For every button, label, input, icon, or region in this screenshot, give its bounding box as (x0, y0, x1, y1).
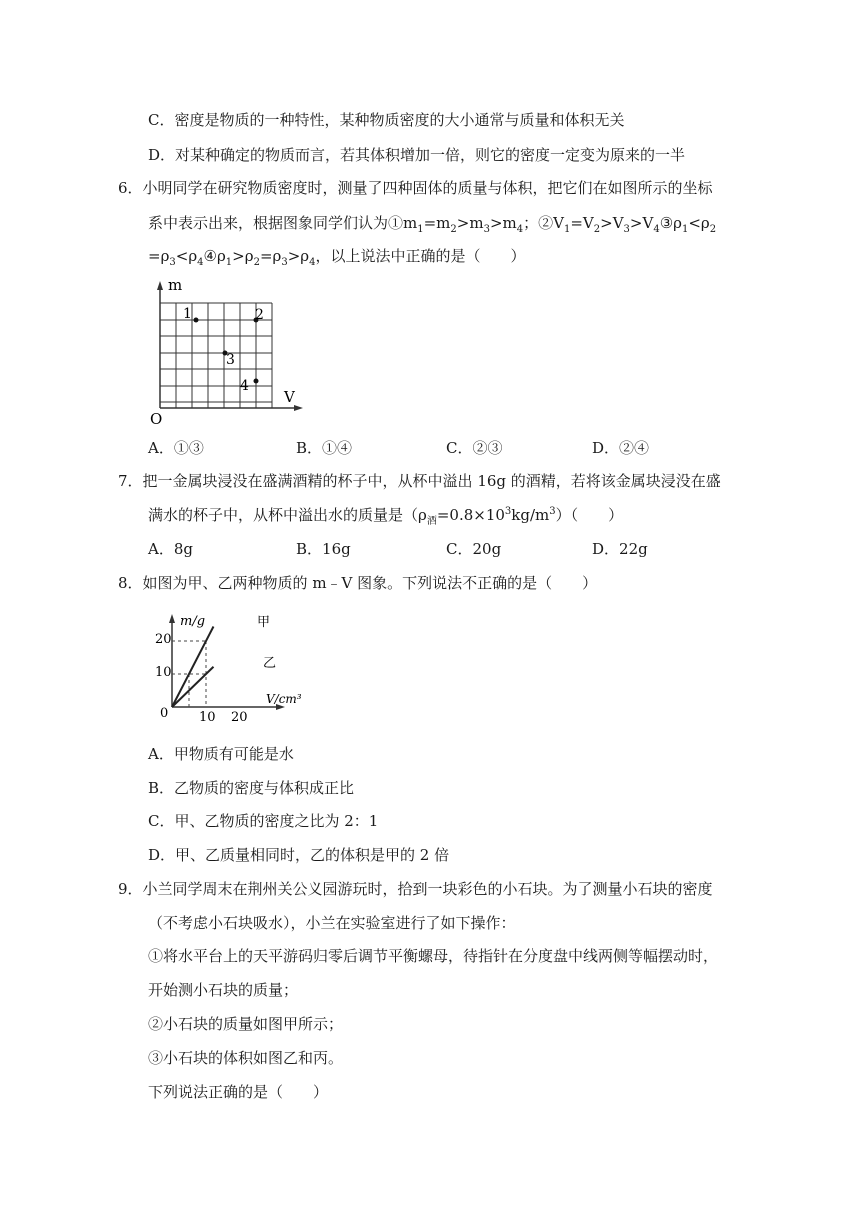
q8-series-line-jia (172, 626, 213, 707)
q8-m-v-graph (150, 605, 310, 725)
q6-option-d[interactable]: D．②④ (592, 439, 650, 457)
q8-y-arrow (169, 614, 175, 623)
q6-stem-line-1: 6．小明同学在研究物质密度时，测量了四种固体的质量与体积，把它们在如图所示的坐标 (118, 179, 713, 197)
q8-x-tick-20: 20 (231, 710, 248, 725)
q8-series-line-yi (172, 667, 213, 707)
q7-option-d[interactable]: D．22g (592, 540, 648, 558)
q7-options (148, 539, 748, 559)
q8-option-d[interactable]: D．甲、乙质量相同时，乙的体积是甲的 2 倍 (148, 846, 450, 864)
q7-stem-line-1: 7．把一金属块浸没在盛满酒精的杯子中，从杯中溢出 16g 的酒精，若将该金属块浸没在盛 (118, 472, 721, 490)
q9-question: 下列说法正确的是（ ） (148, 1083, 329, 1101)
q6-x-label: V (284, 388, 295, 406)
q6-stem-line-2: 系中表示出来，根据图象同学们认为$①m_1=m_2>m_3>m_4$；$②V_1=V_2>V_3>V_4③\rho_1<\rho_2$ (148, 214, 717, 235)
q6-point-label-2: 2 (255, 307, 264, 323)
q8-series-group (172, 626, 213, 707)
q8-option-b[interactable]: B．乙物质的密度与体积成正比 (148, 779, 355, 797)
q8-x-label: V/cm³ (266, 692, 302, 706)
q6-origin-label: O (150, 410, 163, 428)
q9-stem-line-2: （不考虑小石块吸水），小兰在实验室进行了如下操作： (148, 914, 516, 932)
q6-options (148, 438, 748, 458)
q8-option-c[interactable]: C．甲、乙物质的密度之比为 2：1 (148, 812, 379, 830)
q6-option-b[interactable]: B．①④ (296, 439, 353, 457)
q6-y-arrow (157, 281, 163, 290)
q7-option-c[interactable]: C．20g (446, 540, 502, 558)
q8-series-label-yi: 乙 (263, 656, 277, 671)
q8-origin-label: 0 (160, 706, 169, 721)
q6-point-4 (254, 379, 259, 384)
q6-m-v-graph (148, 278, 308, 428)
q8-x-tick-10: 10 (199, 710, 216, 725)
q9-stem-line-1: 9．小兰同学周末在荆州关公义园游玩时，拾到一块彩色的小石块。为了测量小石块的密度 (118, 880, 713, 898)
q6-y-label: m (168, 278, 183, 294)
q8-stem-line-1: 8．如图为甲、乙两种物质的 m﹣V 图象。下列说法不正确的是（ ） (118, 574, 598, 592)
q8-y-tick-10: 10 (155, 665, 172, 680)
q6-option-a[interactable]: A．①③ (148, 439, 204, 457)
q9-step-1a: ①将水平台上的天平游码归零后调节平衡螺母，待指针在分度盘中线两侧等幅摆动时， (148, 947, 719, 965)
q5-option-d: D．对某种确定的物质而言，若其体积增加一倍，则它的密度一定变为原来的一半 (148, 146, 686, 164)
q6-point-label-3: 3 (226, 352, 235, 368)
q6-point-1 (194, 318, 199, 323)
q7-stem-line-2: 满水的杯子中，从杯中溢出水的质量是$(\rho_酒=0.8\times 10^3kg/m^3)$（ ） (148, 506, 624, 527)
q9-step-1b: 开始测小石块的质量； (148, 981, 299, 999)
q7-option-b[interactable]: B．16g (296, 540, 351, 558)
q6-x-arrow (294, 405, 303, 411)
q6-point-label-4: 4 (240, 378, 249, 394)
q8-y-tick-20: 20 (155, 632, 172, 647)
q6-option-c[interactable]: C．②③ (446, 439, 503, 457)
q7-option-a[interactable]: A．8g (148, 540, 193, 558)
q9-step-2: ②小石块的质量如图甲所示； (148, 1015, 344, 1033)
q8-y-label: m/g (180, 614, 206, 629)
q9-step-3: ③小石块的体积如图乙和丙。 (148, 1049, 344, 1067)
q8-option-a[interactable]: A．甲物质有可能是水 (148, 745, 294, 763)
q6-point-label-1: 1 (183, 306, 192, 322)
q8-series-label-jia: 甲 (257, 615, 271, 630)
q5-option-c: C．密度是物质的一种特性，某种物质密度的大小通常与质量和体积无关 (148, 111, 625, 129)
q6-stem-line-3: $=\rho_3<\rho_4④\rho_1>\rho_2=\rho_3>\rho_4$，以上说法中正确的是（ ） (148, 247, 526, 268)
